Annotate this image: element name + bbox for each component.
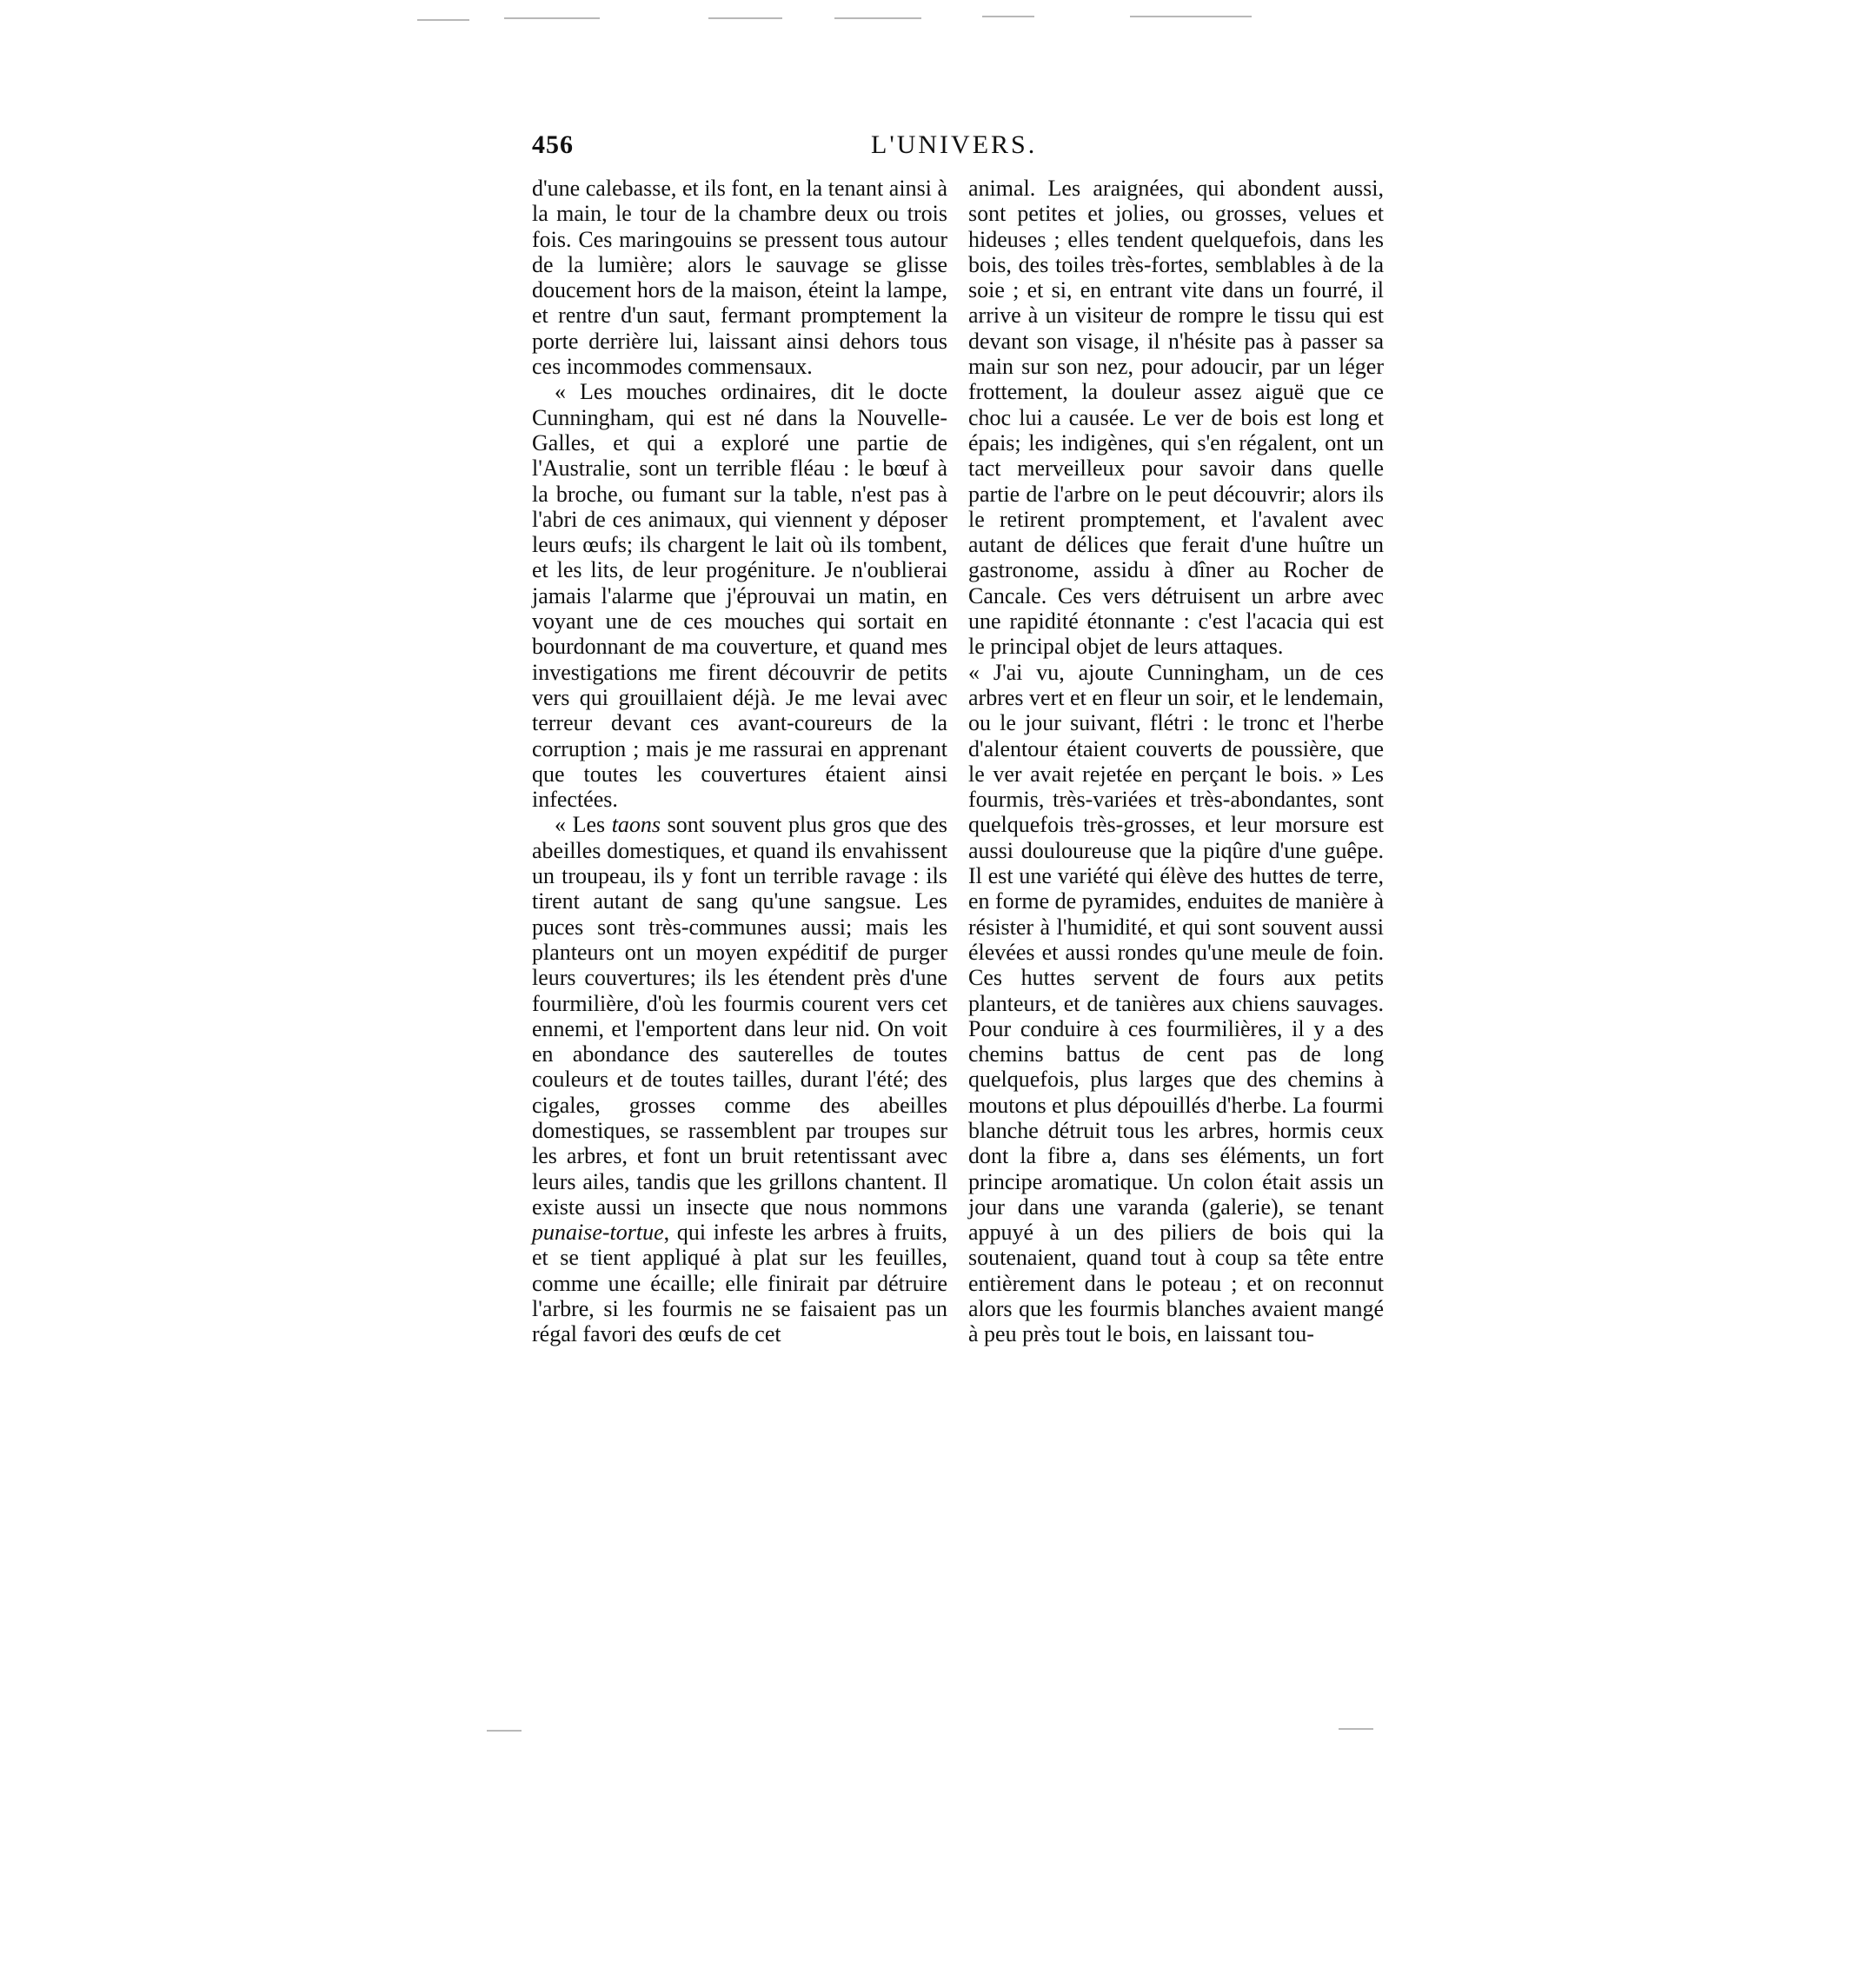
paragraph-text: « Les — [555, 812, 612, 838]
page-header — [532, 130, 1384, 165]
scan-mark-top — [834, 17, 921, 19]
italic-term: punaise-tortue — [532, 1220, 664, 1246]
scan-mark-bottom — [1339, 1728, 1373, 1730]
scan-mark-top — [1130, 16, 1252, 17]
scan-mark-top — [982, 16, 1034, 17]
page-number: 456 — [532, 130, 574, 159]
paragraph — [532, 812, 947, 1346]
paragraph-text: sont souvent plus gros que des abeilles domestiques, et quand ils envahissent un troupeau, ils y font un terrible ravage : ils tirent autant de sang qu'une sangsue. Les puces sont très-communes aussi; mais les planteurs ont un moyen expéditif de purger leurs couvertures; ils les étendent près d'une fourmilière, d'où les fourmis courent vers cet ennemi, et l'emportent dans leur nid. On voit en abondance des sauterelles de toutes couleurs et de toutes tailles, durant l'été; des cigales, grosses comme des abeilles domestiques, se rassemblent par troupes sur les arbres, et font un bruit retentissant avec leurs ailes, tandis que les grillons chantent. Il existe aussi un insecte que nous nommons — [532, 812, 947, 1220]
italic-term: taons — [611, 812, 661, 838]
scan-mark-top — [417, 19, 469, 21]
scan-mark-bottom — [487, 1730, 522, 1732]
paragraph: « Les mouches ordinaires, dit le docte Cunningham, qui est né dans la Nouvelle-Galles, et qui a exploré une partie de l'Australie, sont un terrible fléau : le bœuf à la broche, ou fumant sur la table, n'est pas à l'abri de ces animaux, qui viennent y déposer leurs œufs; ils chargent le lait où ils tombent, et les lits, de leur progéniture. Je n'oublierai jamais l'alarme que j'éprouvai un matin, en voyant une de ces mouches qui sortait en bourdonnant de ma couverture, et quand mes investigations me firent découvrir de petits vers qui grouillaient déjà. Je me levai avec terreur devant ces avant-coureurs de la corruption ; mais je me rassurai en apprenant que toutes les couvertures étaient ainsi infectées. — [532, 379, 947, 813]
paragraph: d'une calebasse, et ils font, en la tenant ainsi à la main, le tour de la chambre deux ou trois fois. Ces maringouins se pressent tous autour de la lumière; alors le sauvage se glisse doucement hors de la maison, éteint la lampe, et rentre d'un saut, fermant promptement la porte derrière lui, laissant ainsi dehors tous ces incommodes commensaux. — [532, 176, 947, 380]
text-column-left — [532, 176, 947, 1347]
paragraph: « J'ai vu, ajoute Cunningham, un de ces arbres vert et en fleur un soir, et le lendemain, ou le jour suivant, flétri : le tronc et l'herbe d'alentour étaient couverts de poussière, que le ver avait rejetée en perçant le bois. » Les fourmis, très-variées et très-abondantes, sont quelquefois très-grosses, et leur morsure est aussi douloureuse que la piqûre d'une guêpe. Il est une variété qui élève des huttes de terre, en forme de pyramides, enduites de manière à résister à l'humidité, et qui sont souvent aussi élevées et aussi rondes qu'une meule de foin. Ces huttes servent de fours aux petits planteurs, et de tanières aux chiens sauvages. Pour conduire à ces fourmilières, il y a des chemins battus de cent pas de long quelquefois, plus larges que des chemins à moutons et plus dépouillés d'herbe. La fourmi blanche détruit tous les arbres, hormis ceux dont la fibre a, dans ses éléments, un fort principe aromatique. Un colon était assis un jour dans une varanda (galerie), se tenant appuyé à un des piliers de bois qui la soutenaient, quand tout à coup sa tête entre entièrement dans le poteau ; et on reconnut alors que les fourmis blanches avaient mangé à peu près tout le bois, en laissant tou- — [968, 659, 1384, 1347]
scan-mark-top — [504, 17, 600, 19]
paragraph: animal. Les araignées, qui abondent aussi, sont petites et jolies, ou grosses, velues et hideuses ; elles tendent quelquefois, dans les bois, des toiles très-fortes, semblables à de la soie ; et si, en entrant vite dans un fourré, il arrive à un visiteur de rompre le tissu qui est devant son visage, il n'hésite pas à passer sa main sur son nez, pour adoucir, par un léger frottement, la douleur assez aiguë que ce choc lui a causée. Le ver de bois est long et épais; les indigènes, qui s'en régalent, ont un tact merveilleux pour savoir dans quelle partie de l'arbre on le peut découvrir; alors ils le retirent promptement, et l'avalent avec autant de délices que ferait d'une huître un gastronome, assidu à dîner au Rocher de Cancale. Ces vers détruisent un arbre avec une rapidité étonnante : c'est l'acacia qui est le principal objet de leurs attaques. — [968, 176, 1384, 660]
scan-mark-top — [708, 17, 782, 19]
paragraph-text: , qui infeste les arbres à fruits, et se tient appliqué à plat sur les feuilles, comme une écaille; elle finirait par détruire l'arbre, si les fourmis ne se faisaient pas un régal favori des œufs de cet — [532, 1220, 947, 1347]
text-column-right — [968, 176, 1384, 1347]
running-title: L'UNIVERS. — [871, 130, 1038, 159]
